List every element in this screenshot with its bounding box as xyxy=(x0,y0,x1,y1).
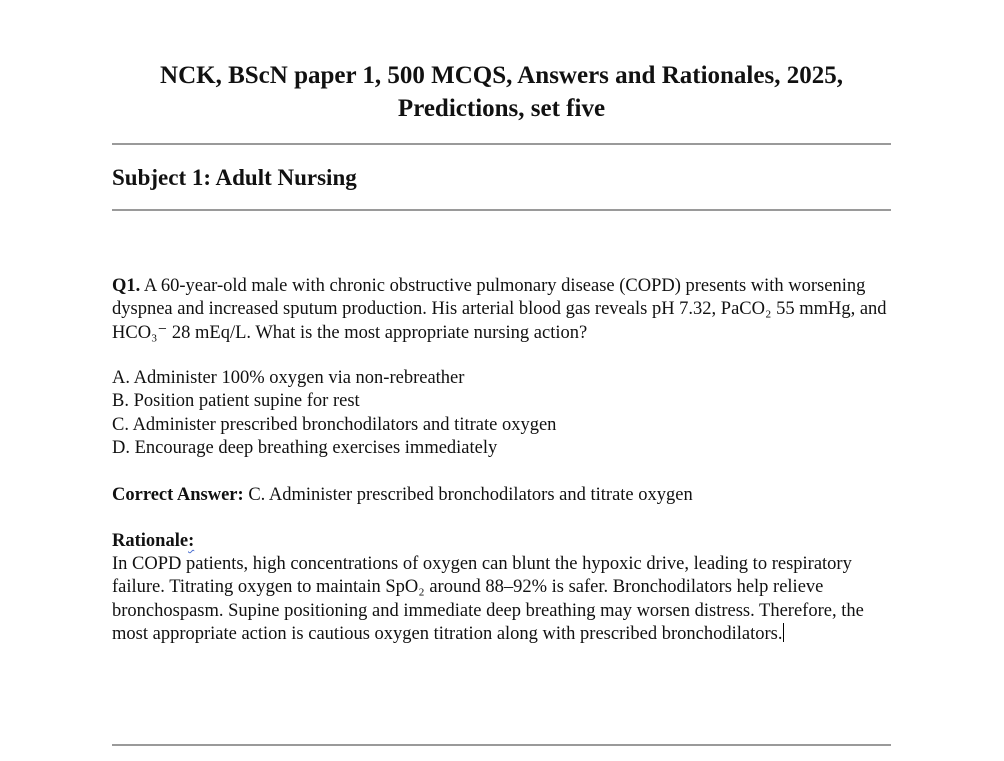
question-label: Q1. xyxy=(112,276,141,296)
spellcheck-underline[interactable]: : xyxy=(188,531,195,551)
rationale-text: In COPD patients, high concentrations of oxygen can blunt the hypoxic drive, leading to respiratory failure. Titrating oxygen to maintain SpO₂ around 88–92% is safer. Bronchodilators help relieve bronchospasm. Supine positioning and immediate deep breathing may worsen distress. Therefore, the most appropriate action is cautious oxygen titration along with prescribed bronchodilators. xyxy=(112,554,864,644)
correct-answer-paragraph xyxy=(112,484,892,507)
options-list xyxy=(112,367,892,460)
question-paragraph xyxy=(112,275,892,345)
document-page[interactable] xyxy=(112,0,891,761)
correct-answer-label: Correct Answer: xyxy=(112,485,244,505)
correct-answer-text: C. Administer prescribed bronchodilators and titrate oxygen xyxy=(248,485,693,505)
rationale-heading xyxy=(112,530,892,553)
option-d: D. Encourage deep breathing exercises immediately xyxy=(112,437,498,458)
text-cursor xyxy=(783,623,784,642)
option-b: B. Position patient supine for rest xyxy=(112,391,360,412)
option-c: C. Administer prescribed bronchodilators and titrate oxygen xyxy=(112,414,557,435)
subject-heading: Subject 1: Adult Nursing xyxy=(112,165,357,190)
horizontal-rule xyxy=(112,209,891,211)
horizontal-rule xyxy=(112,143,891,145)
option-a: A. Administer 100% oxygen via non-rebreather xyxy=(112,368,465,388)
horizontal-rule xyxy=(112,744,891,746)
rationale-label: Rationale xyxy=(112,531,189,551)
rationale-paragraph[interactable] xyxy=(112,553,892,646)
document-title: NCK, BScN paper 1, 500 MCQS, Answers and Rationales, 2025, Predictions, set five xyxy=(160,62,843,122)
question-text: A 60-year-old male with chronic obstructive pulmonary disease (COPD) presents with worsening dyspnea and increased sputum production. His arterial blood gas reveals pH 7.32, PaCO₂ 55 mmHg, and HCO₃⁻ 28 mEq/L. What is the most appropriate nursing action? xyxy=(112,276,887,343)
